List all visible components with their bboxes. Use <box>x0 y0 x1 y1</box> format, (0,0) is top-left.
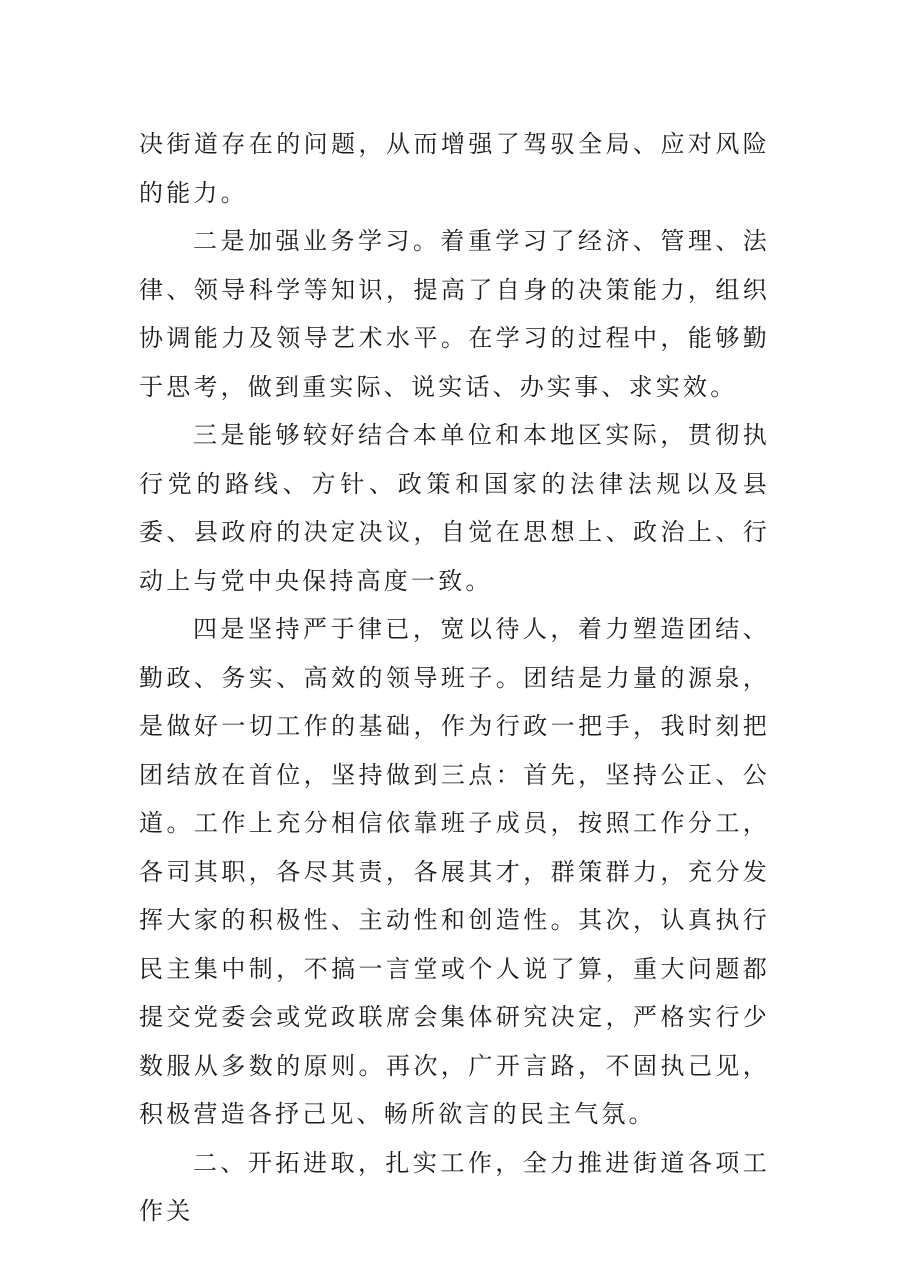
paragraph-leadership-team: 四是坚持严于律已，宽以待人，着力塑造团结、勤政、务实、高效的领导班子。团结是力量的源泉，是做好一切工作的基础，作为行政一把手，我时刻把团结放在首位，坚持做到三点：首先，坚持公正、公道。工作上充分相信依靠班子成员，按照工作分工，各司其职，各尽其责，各展其才，群策群力，充分发挥大家的积极性、主动性和创造性。其次，认真执行民主集中制，不搞一言堂或个人说了算，重大问题都提交党委会或党政联席会集体研究决定，严格实行少数服从多数的原则。再次，广开言路，不固执己见，积极营造各抒己见、畅所欲言的民主气氛。 <box>139 615 770 1128</box>
paragraph-section-heading: 二、开拓进取，扎实工作，全力推进街道各项工作关 <box>139 1148 770 1225</box>
paragraph-continuation: 决街道存在的问题，从而增强了驾驭全局、应对风险的能力。 <box>139 130 770 207</box>
document-body <box>139 120 770 1236</box>
paragraph-party-line: 三是能够较好结合本单位和本地区实际，贯彻执行党的路线、方针、政策和国家的法律法规以及县委、县政府的决定决议，自觉在思想上、政治上、行动上与党中央保持高度一致。 <box>139 421 770 595</box>
paragraph-business-study: 二是加强业务学习。着重学习了经济、管理、法律、领导科学等知识，提高了自身的决策能力，组织协调能力及领导艺术水平。在学习的过程中，能够勤于思考，做到重实际、说实话、办实事、求实效。 <box>139 227 770 401</box>
